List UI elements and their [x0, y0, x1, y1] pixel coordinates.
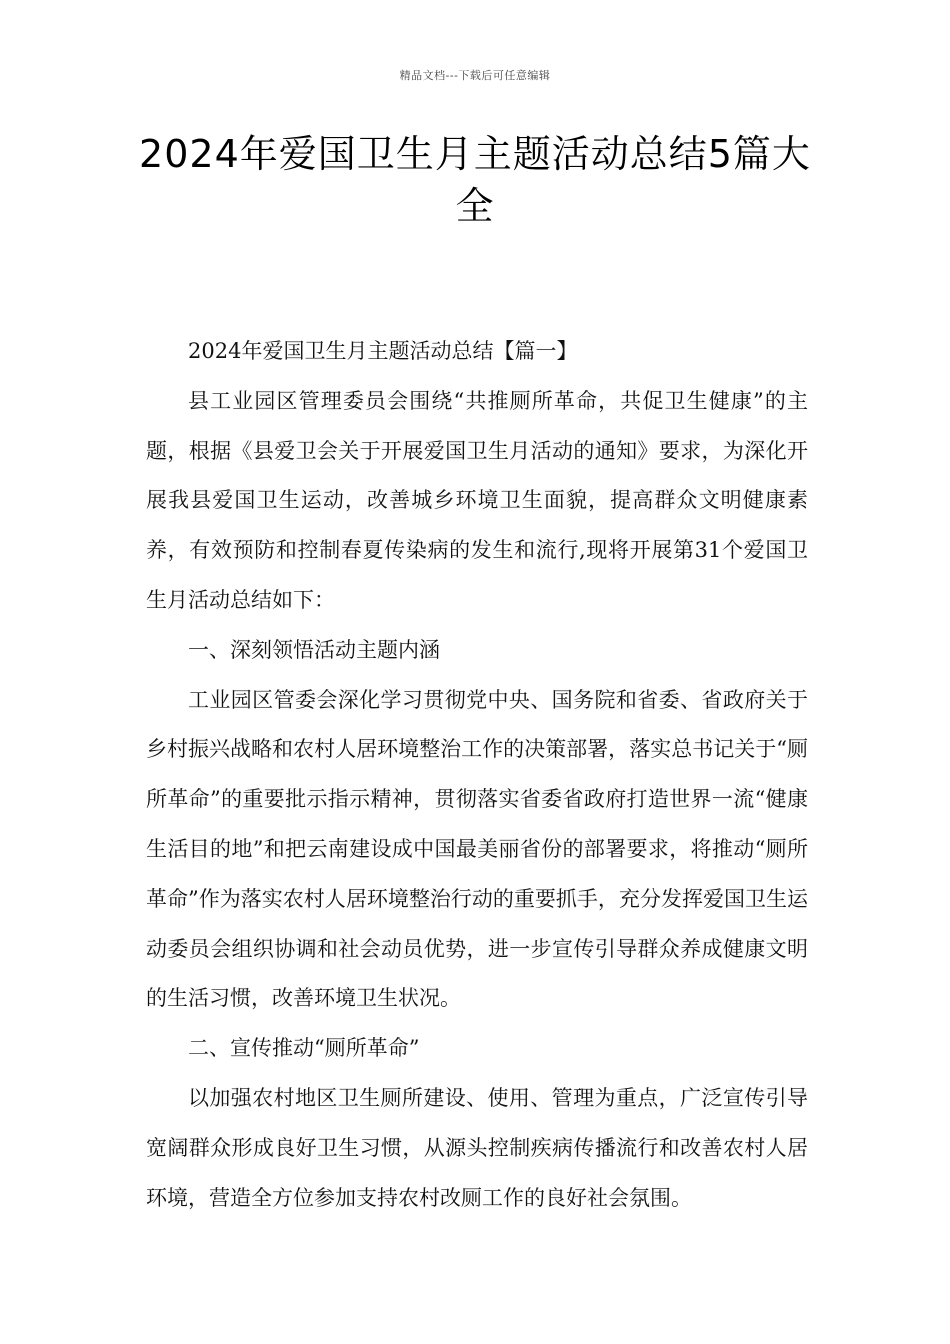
section-heading-1: 2024年爱国卫生月主题活动总结【篇一】	[188, 339, 578, 363]
document-title: 2024年爱国卫生月主题活动总结5篇大全	[139, 132, 811, 228]
subheading-promote-toilet-revolution: 二、宣传推动“厕所革命”	[188, 1036, 420, 1061]
document-body	[146, 327, 808, 1223]
body-paragraph-intro: 县工业园区管理委员会围绕“共推厕所革命，共促卫生健康”的主题，根据《县爱卫会关于开展爱国卫生月活动的通知》要求，为深化开展我县爱国卫生运动，改善城乡环境卫生面貌，提高群众文明健康素养，有效预防和控制春夏传染病的发生和流行,现将开展第31个爱国卫生月活动总结如下：	[146, 388, 808, 612]
body-paragraph-theme: 工业园区管委会深化学习贯彻党中央、国务院和省委、省政府关于乡村振兴战略和农村人居环境整治工作的决策部署，落实总书记关于“厕所革命”的重要批示指示精神，贯彻落实省委省政府打造世界一流“健康生活目的地”和把云南建设成中国最美丽省份的部署要求，将推动“厕所革命”作为落实农村人居环境整治行动的重要抓手，充分发挥爱国卫生运动委员会组织协调和社会动员优势，进一步宣传引导群众养成健康文明的生活习惯，改善环境卫生状况。	[146, 687, 808, 1011]
subheading-understand-theme: 一、深刻领悟活动主题内涵	[188, 637, 440, 662]
body-paragraph-promotion: 以加强农村地区卫生厕所建设、使用、管理为重点，广泛宣传引导宽阔群众形成良好卫生习惯，从源头控制疾病传播流行和改善农村人居环境，营造全方位参加支持农村改厕工作的良好社会氛围。	[146, 1085, 808, 1210]
header-note: 精品文档---下载后可任意编辑	[399, 69, 551, 82]
